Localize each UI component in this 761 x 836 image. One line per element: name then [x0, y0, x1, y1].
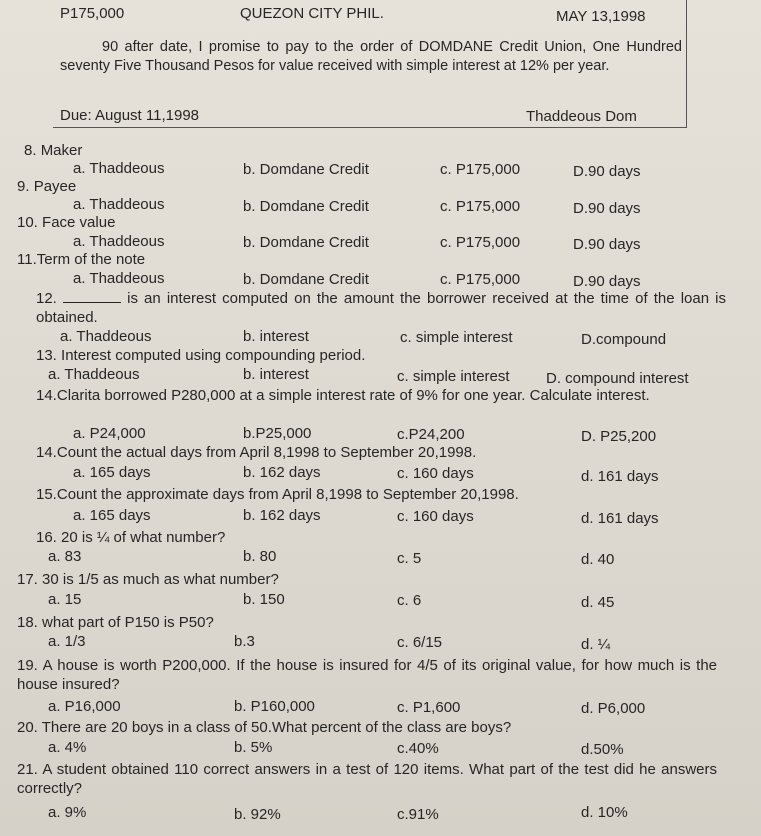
- option-c[interactable]: c. simple interest: [397, 368, 510, 385]
- option-a[interactable]: a. 15: [48, 591, 82, 608]
- question-16: 16. 20 is ¼ of what number?: [36, 529, 226, 546]
- option-d[interactable]: d.50%: [581, 741, 624, 758]
- option-b[interactable]: b.P25,000: [243, 425, 312, 442]
- answer-blank[interactable]: [63, 290, 121, 303]
- option-a[interactable]: a. Thaddeous: [73, 233, 165, 250]
- question-21: 21. A student obtained 110 correct answers in a test of 120 items. What part of the test did he answers correctly?: [17, 761, 717, 797]
- note-date: MAY 13,1998: [556, 8, 646, 25]
- option-c[interactable]: c. simple interest: [400, 329, 513, 346]
- option-b[interactable]: b. 5%: [234, 739, 273, 756]
- option-d[interactable]: D.90 days: [573, 273, 641, 290]
- option-c[interactable]: c. P175,000: [440, 198, 521, 215]
- option-c[interactable]: c.40%: [397, 740, 439, 757]
- question-14-interest: 14.Clarita borrowed P280,000 at a simple interest rate of 9% for one year. Calculate interest.: [36, 387, 650, 404]
- option-c[interactable]: c. P175,000: [440, 271, 521, 288]
- option-d[interactable]: D. compound interest: [546, 370, 689, 387]
- option-a[interactable]: a. Thaddeous: [60, 328, 152, 345]
- option-b[interactable]: b. P160,000: [234, 698, 315, 715]
- option-c[interactable]: c. 160 days: [397, 465, 474, 482]
- option-a[interactable]: a. 165 days: [73, 464, 151, 481]
- option-a[interactable]: a. Thaddeous: [73, 270, 165, 287]
- question-15: 15.Count the approximate days from April 8,1998 to September 20,1998.: [36, 486, 519, 503]
- option-b[interactable]: b. 162 days: [243, 507, 321, 524]
- option-d[interactable]: d. 161 days: [581, 510, 659, 527]
- option-b[interactable]: b. Domdane Credit: [243, 198, 369, 215]
- option-b[interactable]: b.3: [234, 633, 255, 650]
- option-c[interactable]: c. 6: [397, 592, 422, 609]
- option-b[interactable]: b. 80: [243, 548, 277, 565]
- option-c[interactable]: c. 5: [397, 550, 422, 567]
- option-d[interactable]: d. 161 days: [581, 468, 659, 485]
- option-d[interactable]: D.90 days: [573, 163, 641, 180]
- option-a[interactable]: a. 4%: [48, 739, 87, 756]
- note-body: 90 after date, I promise to pay to the order of DOMDANE Credit Union, One Hundred seventy Five Thousand Pesos for value received with simple interest at 12% per year.: [60, 39, 682, 74]
- question-11: 11.Term of the note: [17, 251, 146, 268]
- option-d[interactable]: D.90 days: [573, 236, 641, 253]
- option-c[interactable]: c. 160 days: [397, 508, 474, 525]
- option-d[interactable]: d. ¼: [581, 636, 611, 653]
- question-19: 19. A house is worth P200,000. If the house is insured for 4/5 of its original value, for how much is the house insured?: [17, 657, 718, 693]
- question-9: 9. Payee: [17, 178, 77, 195]
- option-a[interactable]: a. P24,000: [73, 425, 146, 442]
- option-d[interactable]: D. P25,200: [581, 428, 657, 445]
- option-c[interactable]: c. P175,000: [440, 234, 521, 251]
- option-d[interactable]: d. 10%: [581, 804, 628, 821]
- note-due-date: Due: August 11,1998: [60, 107, 199, 124]
- note-place: QUEZON CITY PHIL.: [240, 5, 384, 22]
- option-c[interactable]: c.91%: [397, 806, 439, 823]
- option-d[interactable]: D.90 days: [573, 200, 641, 217]
- option-b[interactable]: b. 150: [243, 591, 285, 608]
- option-b[interactable]: b. interest: [243, 328, 309, 345]
- question-20: 20. There are 20 boys in a class of 50.What percent of the class are boys?: [17, 719, 512, 736]
- option-a[interactable]: a. P16,000: [48, 698, 121, 715]
- question-13: 13. Interest computed using compounding period.: [36, 347, 366, 364]
- option-d[interactable]: d. 40: [581, 551, 615, 568]
- option-a[interactable]: a. 83: [48, 548, 82, 565]
- question-10: 10. Face value: [17, 214, 116, 231]
- note-amount: P175,000: [60, 5, 125, 22]
- option-d[interactable]: d. P6,000: [581, 700, 646, 717]
- option-b[interactable]: b. Domdane Credit: [243, 161, 369, 178]
- option-a[interactable]: a. 1/3: [48, 633, 86, 650]
- question-14-actual-days: 14.Count the actual days from April 8,1998 to September 20,1998.: [36, 444, 477, 461]
- question-17: 17. 30 is 1/5 as much as what number?: [17, 571, 279, 588]
- option-a[interactable]: a. Thaddeous: [73, 196, 165, 213]
- option-c[interactable]: c. 6/15: [397, 634, 443, 651]
- option-a[interactable]: a. Thaddeous: [48, 366, 140, 383]
- option-a[interactable]: a. 165 days: [73, 507, 151, 524]
- option-c[interactable]: c. P1,600: [397, 699, 461, 716]
- option-d[interactable]: d. 45: [581, 594, 615, 611]
- question-18: 18. what part of P150 is P50?: [17, 614, 214, 631]
- option-b[interactable]: b. 92%: [234, 806, 281, 823]
- option-b[interactable]: b. Domdane Credit: [243, 234, 369, 251]
- option-b[interactable]: b. 162 days: [243, 464, 321, 481]
- question-8: 8. Maker: [24, 142, 83, 159]
- note-signer: Thaddeous Dom: [526, 108, 637, 125]
- option-b[interactable]: b. Domdane Credit: [243, 271, 369, 288]
- question-12: 12. is an interest computed on the amount the borrower received at the time of the loan is obtained.: [36, 290, 727, 326]
- option-c[interactable]: c.P24,200: [397, 426, 465, 443]
- option-a[interactable]: a. 9%: [48, 804, 87, 821]
- option-c[interactable]: c. P175,000: [440, 161, 521, 178]
- option-d[interactable]: D.compound: [581, 331, 667, 348]
- option-a[interactable]: a. Thaddeous: [73, 160, 165, 177]
- option-b[interactable]: b. interest: [243, 366, 309, 383]
